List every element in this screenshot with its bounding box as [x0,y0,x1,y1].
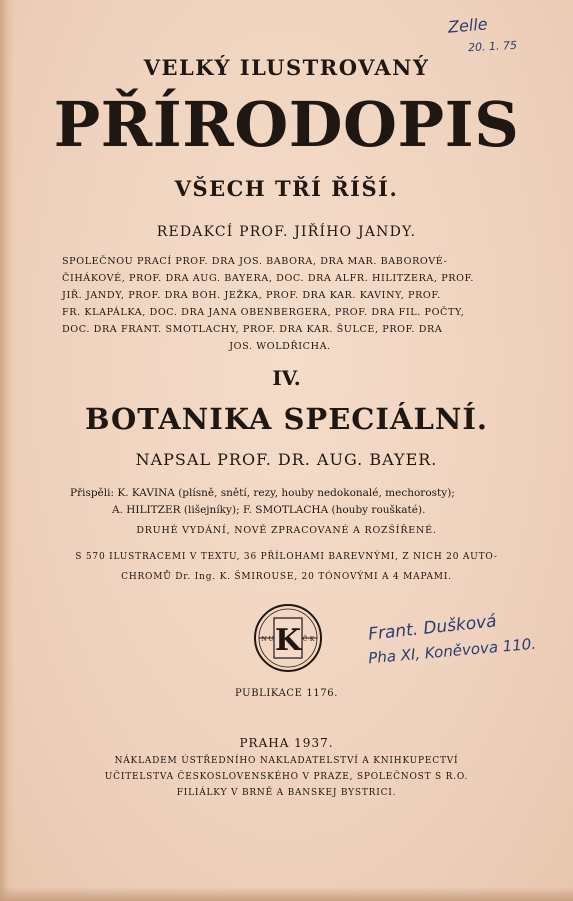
contributors-block [70,485,506,519]
place-year: PRAHA 1937. [239,736,334,750]
collaborators-line: JOS. WOLDŘICHA. [229,341,331,352]
contributors-line: A. HILITZER (lišejníky); F. SMOTLACHA (houby rouškaté). [112,504,426,516]
publisher-k-emblem-icon [252,602,324,674]
author-line: NAPSAL PROF. DR. AUG. BAYER. [135,450,438,469]
volume-title: BOTANIKA SPECIÁLNÍ. [84,402,489,436]
logo-letter: Č [302,636,308,643]
handwritten-date: 20. 1. 75 [467,38,518,55]
logo-letter: K [309,636,315,643]
logo-letter: N [261,636,267,643]
owner-signature: Frant. Dušková [367,611,498,645]
imprint-line: UČITELSTVA ČESKOSLOVENSKÉHO V PRAZE, SPOLEČNOST S R.O. [104,772,469,782]
editor-line: REDAKCÍ PROF. JIŘÍHO JANDY. [156,224,417,240]
owner-address: Pha XI, Koněvova 110. [367,634,537,668]
illustrations-line: S 570 ILUSTRACEMI V TEXTU, 36 PŘÍLOHAMI BAREVNÝMI, Z NICH 20 AUTO- [75,552,498,562]
subtitle: VŠECH TŘÍ ŘÍŠÍ. [174,176,399,201]
collaborators-line: FR. KLAPÁLKA, DOC. DRA JANA OBENBERGERA, PROF. DRA FIL. POČTY, [62,307,465,318]
imprint-line: FILIÁLKY V BRNĚ A BANSKEJ BYSTRICI. [176,788,397,798]
collaborators-block [62,253,498,355]
collaborators-line: JIŘ. JANDY, PROF. DRA BOH. JEŽKA, PROF. DRA KAR. KAVINY, PROF. [62,290,441,301]
contributors-line: Přispěli: K. KAVINA (plísně, snětí, rezy, houby nedokonalé, mechorosty); [70,487,455,499]
handwritten-note: Zelle [447,14,489,37]
illustrations-line: CHROMŮ Dr. Ing. K. ŠMIROUSE, 20 TÓNOVÝMI A 4 MAPAMI. [121,572,452,582]
volume-number: IV. [272,366,301,390]
collaborators-line: ČIHÁKOVÉ, PROF. DRA AUG. BAYERA, DOC. DRA ALFR. HILITZERA, PROF. [62,273,474,284]
logo-letter: K [274,623,302,658]
logo-letter: U [268,636,274,643]
series-title: VELKÝ ILUSTROVANÝ [143,55,430,80]
imprint-line: NÁKLADEM ÚSTŘEDNÍHO NAKLADATELSTVÍ A KNIHKUPECTVÍ [114,756,459,766]
main-title: PŘÍRODOPIS [53,88,520,161]
page-bottom-shadow [0,887,573,901]
publication-number: PUBLIKACE 1176. [235,688,338,699]
collaborators-line: DOC. DRA FRANT. SMOTLACHY, PROF. DRA KAR. ŠULCE, PROF. DRA [62,324,443,335]
collaborators-line: SPOLEČNOU PRACÍ PROF. DRA JOS. BABORA, DRA MAR. BABOROVÉ- [62,256,448,267]
edition-line: DRUHÉ VYDÁNÍ, NOVĚ ZPRACOVANÉ A ROZŠÍŘENÉ. [136,525,437,536]
